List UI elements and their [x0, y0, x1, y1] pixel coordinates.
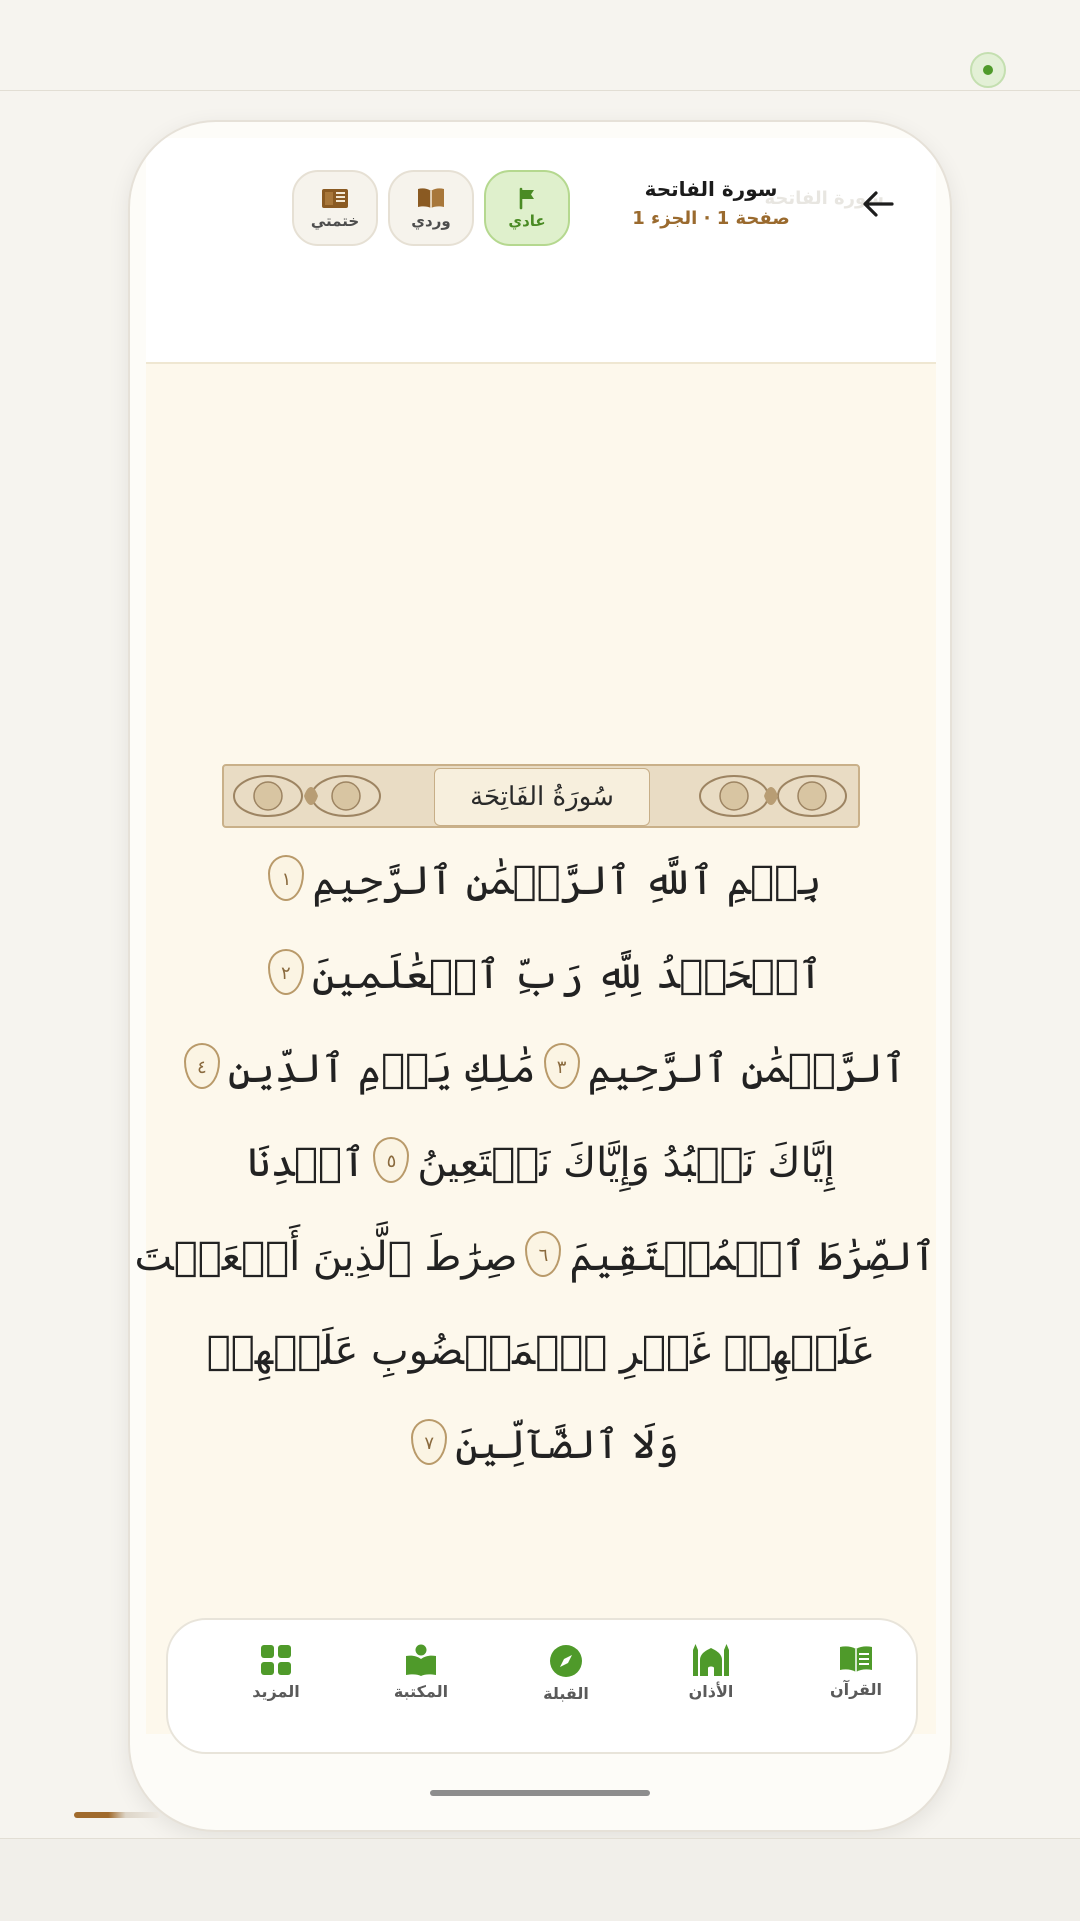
- top-status-bar: [0, 0, 1080, 91]
- verse-line[interactable]: [146, 834, 936, 928]
- nav-adhan-label: الأذان: [688, 1682, 734, 1701]
- ayah-number-marker: ٥: [373, 1137, 409, 1183]
- ornament-left-icon: [228, 770, 388, 822]
- mushaf-page[interactable]: [134, 364, 936, 1734]
- verse-text: ٱلرَّحۡمَٰنِ ٱلرَّحِيمِ: [587, 1046, 907, 1092]
- mode-wird-button[interactable]: [388, 170, 474, 246]
- ayah-number-marker: ٧: [411, 1419, 447, 1465]
- open-book-icon: [416, 186, 446, 210]
- reader-header: [146, 138, 936, 364]
- stylus-icon: [74, 1812, 160, 1818]
- compass-icon: [549, 1644, 583, 1678]
- verse-line[interactable]: [146, 1116, 936, 1210]
- verses: [134, 834, 936, 1492]
- verse-text: ٱهۡدِنَا: [247, 1140, 366, 1186]
- library-icon: [404, 1644, 438, 1676]
- verse-text: ٱلصِّرَٰطَ ٱلۡمُسۡتَقِيمَ: [569, 1234, 936, 1280]
- mode-normal-button[interactable]: [484, 170, 570, 246]
- page-title: سورة الفاتحة: [644, 177, 778, 201]
- quran-icon: [838, 1644, 874, 1674]
- verse-line[interactable]: [146, 1304, 936, 1398]
- book-icon: [320, 186, 350, 210]
- arrow-left-icon: [858, 184, 898, 224]
- nav-qibla[interactable]: [506, 1644, 626, 1703]
- nav-more[interactable]: [216, 1644, 336, 1701]
- verse-text: إِيَّاكَ نَعۡبُدُ وَإِيَّاكَ نَسۡتَعِينُ: [417, 1140, 835, 1186]
- verse-line[interactable]: [146, 1022, 936, 1116]
- verse-line[interactable]: [146, 928, 936, 1022]
- home-indicator[interactable]: [430, 1790, 650, 1796]
- nav-quran-label: القرآن: [829, 1680, 883, 1699]
- ayah-number-marker: ٣: [544, 1043, 580, 1089]
- ayah-number-marker: ٢: [268, 949, 304, 995]
- verse-text: مَٰلِكِ يَوۡمِ ٱلدِّينِ: [227, 1046, 536, 1092]
- verse-text: عَلَيۡهِمۡ غَيۡرِ ٱلۡمَغۡضُوبِ عَلَيۡهِمۡ: [206, 1328, 876, 1374]
- mode-wird-label: وردي: [411, 212, 451, 230]
- verse-text: ٱلۡحَمۡدُ لِلَّهِ رَبِّ ٱلۡعَٰلَمِينَ: [311, 952, 823, 998]
- nav-adhan[interactable]: [651, 1644, 771, 1701]
- nav-more-label: المزيد: [252, 1682, 300, 1701]
- verse-line[interactable]: [146, 1398, 936, 1492]
- verse-text: صِرَٰطَ ٱلَّذِينَ أَنۡعَمۡتَ: [134, 1234, 518, 1280]
- grid-icon: [260, 1644, 292, 1676]
- nav-library[interactable]: [361, 1644, 481, 1701]
- ayah-number-marker: ٤: [184, 1043, 220, 1089]
- status-indicator-icon: [970, 52, 1006, 88]
- ayah-number-marker: ٦: [525, 1231, 561, 1277]
- page-info: صفحة 1 · الجزء 1: [632, 208, 790, 229]
- nav-quran[interactable]: [796, 1644, 916, 1699]
- nav-qibla-label: القبلة: [543, 1684, 589, 1703]
- verse-text: بِسۡمِ ٱللَّهِ ٱلرَّحۡمَٰنِ ٱلرَّحِيمِ: [312, 858, 822, 904]
- back-button[interactable]: [858, 184, 898, 224]
- header-titles: [566, 174, 856, 229]
- nav-library-label: المكتبة: [393, 1682, 449, 1701]
- ornament-right-icon: [694, 770, 854, 822]
- mode-khatma-label: ختمتي: [310, 212, 360, 230]
- bottom-system-bar: [0, 1838, 1080, 1921]
- verse-line[interactable]: [134, 1210, 936, 1304]
- mode-normal-label: عادي: [508, 212, 546, 230]
- ghost-surah-title: سورة الفاتحة: [764, 188, 884, 209]
- phone-frame: [128, 120, 952, 1832]
- ayah-number-marker: ١: [268, 855, 304, 901]
- mosque-icon: [691, 1644, 731, 1676]
- flag-icon: [515, 186, 539, 210]
- surah-banner-title: سُورَةُ الفَاتِحَة: [434, 768, 650, 826]
- verse-text: وَلَا ٱلضَّآلِّينَ: [455, 1422, 679, 1468]
- surah-banner: [222, 764, 860, 828]
- bottom-navigation: [166, 1618, 918, 1754]
- mode-khatma-button[interactable]: [292, 170, 378, 246]
